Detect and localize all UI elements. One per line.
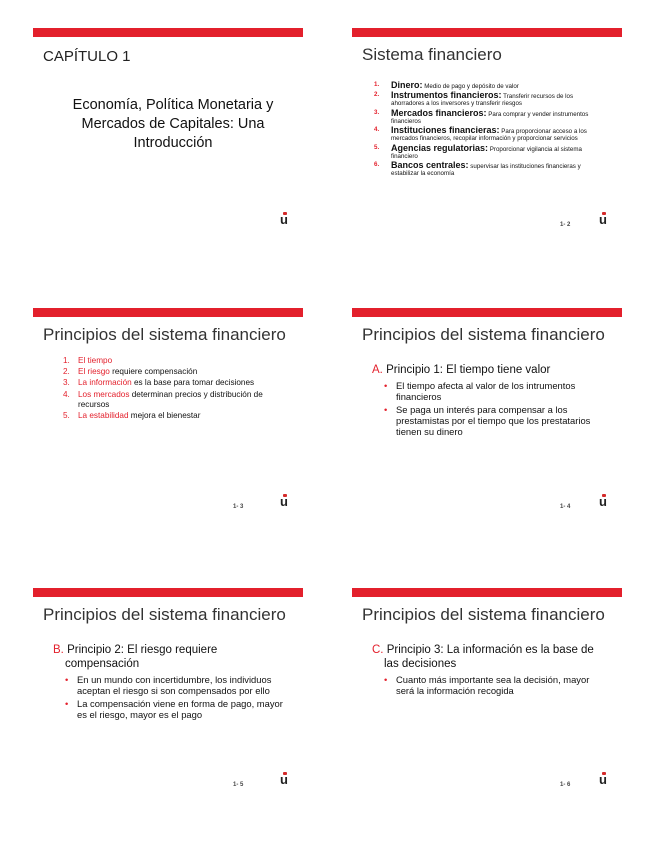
slide-header-bar <box>33 28 303 37</box>
bullet-list <box>384 674 609 698</box>
bullet-list <box>65 674 290 722</box>
list-item: 4. Instituciones financieras: Para proporcionar acceso a los mercados financieros, recopilar información y proporcionar servicios <box>374 125 587 143</box>
slide-header-bar <box>33 588 303 597</box>
logo-letter: u <box>280 212 288 227</box>
slide-title: Principios del sistema financiero <box>362 325 605 344</box>
university-logo <box>280 212 291 228</box>
list-item: • La compensación viene en forma de pago, mayor es el riesgo, mayor es el pago <box>65 698 290 720</box>
chapter-label: CAPÍTULO 1 <box>43 48 131 65</box>
list-item: 1. Dinero: Medio de pago y depósito de valor <box>374 80 519 90</box>
list-item: 2. Instrumentos financieros: Transferir recursos de los ahorradores a los inversores y transferir riesgos <box>374 90 574 108</box>
page-number: 1- 3 <box>233 504 244 510</box>
university-logo <box>280 772 291 788</box>
list-item: 3. Mercados financieros: Para comprar y vender instrumentos financieros <box>374 107 589 125</box>
bullet-list <box>384 380 609 439</box>
logo-letter: u <box>599 772 607 787</box>
logo-letter: u <box>599 494 607 509</box>
slide-1 <box>33 28 303 233</box>
slide-header-bar <box>352 28 622 37</box>
slide-header-bar <box>352 308 622 317</box>
list-item: 5. La estabilidad mejora el bienestar <box>63 410 201 420</box>
page-number: 1- 5 <box>233 782 244 788</box>
slide-main-title: Economía, Política Monetaria y Mercados de Capitales: Una Introducción <box>72 97 274 151</box>
slide-5 <box>33 588 303 793</box>
slide-header-bar <box>33 308 303 317</box>
list-item: 1. El tiempo <box>63 356 113 365</box>
list-item: • El tiempo afecta al valor de los intrumentos financieros <box>384 380 609 402</box>
principle-heading: C. Principio 3: La información es la base de las decisiones <box>372 644 594 670</box>
logo-letter: u <box>280 494 288 509</box>
page-number: 1- 2 <box>560 222 571 228</box>
slide-3 <box>33 308 303 513</box>
list-item: 2. El riesgo requiere compensación <box>63 367 198 377</box>
page-number: 1- 6 <box>560 782 571 788</box>
slide-title: Principios del sistema financiero <box>43 605 286 624</box>
university-logo <box>599 212 610 228</box>
university-logo <box>599 494 610 510</box>
principle-heading: B. Principio 2: El riesgo requiere compensación <box>53 644 218 670</box>
principle-heading: A. Principio 1: El tiempo tiene valor <box>372 364 551 376</box>
logo-letter: u <box>280 772 288 787</box>
page-number: 1- 4 <box>560 504 571 510</box>
slide-6 <box>352 588 622 793</box>
slide-header-bar <box>352 588 622 597</box>
list-item: • Cuanto más importante sea la decisión, mayor será la información recogida <box>384 674 609 696</box>
university-logo <box>599 772 610 788</box>
list-item: 4. Los mercados determinan precios y distribución de recursos <box>63 389 263 409</box>
slide-title: Sistema financiero <box>362 45 502 64</box>
logo-letter: u <box>599 212 607 227</box>
slide-4 <box>352 308 622 513</box>
list-item: • En un mundo con incertidumbre, los individuos aceptan el riesgo si son compensados por ello <box>65 674 290 696</box>
list-item: 6. Bancos centrales: supervisar las instituciones financieras y estabilizar la economía <box>374 159 581 177</box>
financial-system-list <box>374 81 606 178</box>
principles-list <box>63 356 273 422</box>
slide-title: Principios del sistema financiero <box>43 325 286 344</box>
slide-title: Principios del sistema financiero <box>362 605 605 624</box>
list-item: 5. Agencias regulatorias: Proporcionar vigilancia al sistema financiero <box>374 142 582 160</box>
list-item: 3. La información es la base para tomar decisiones <box>63 378 255 388</box>
slide-2 <box>352 28 622 233</box>
university-logo <box>280 494 291 510</box>
list-item: • Se paga un interés para compensar a los prestamistas por el tiempo que los prestatarios tienen su dinero <box>384 404 609 437</box>
